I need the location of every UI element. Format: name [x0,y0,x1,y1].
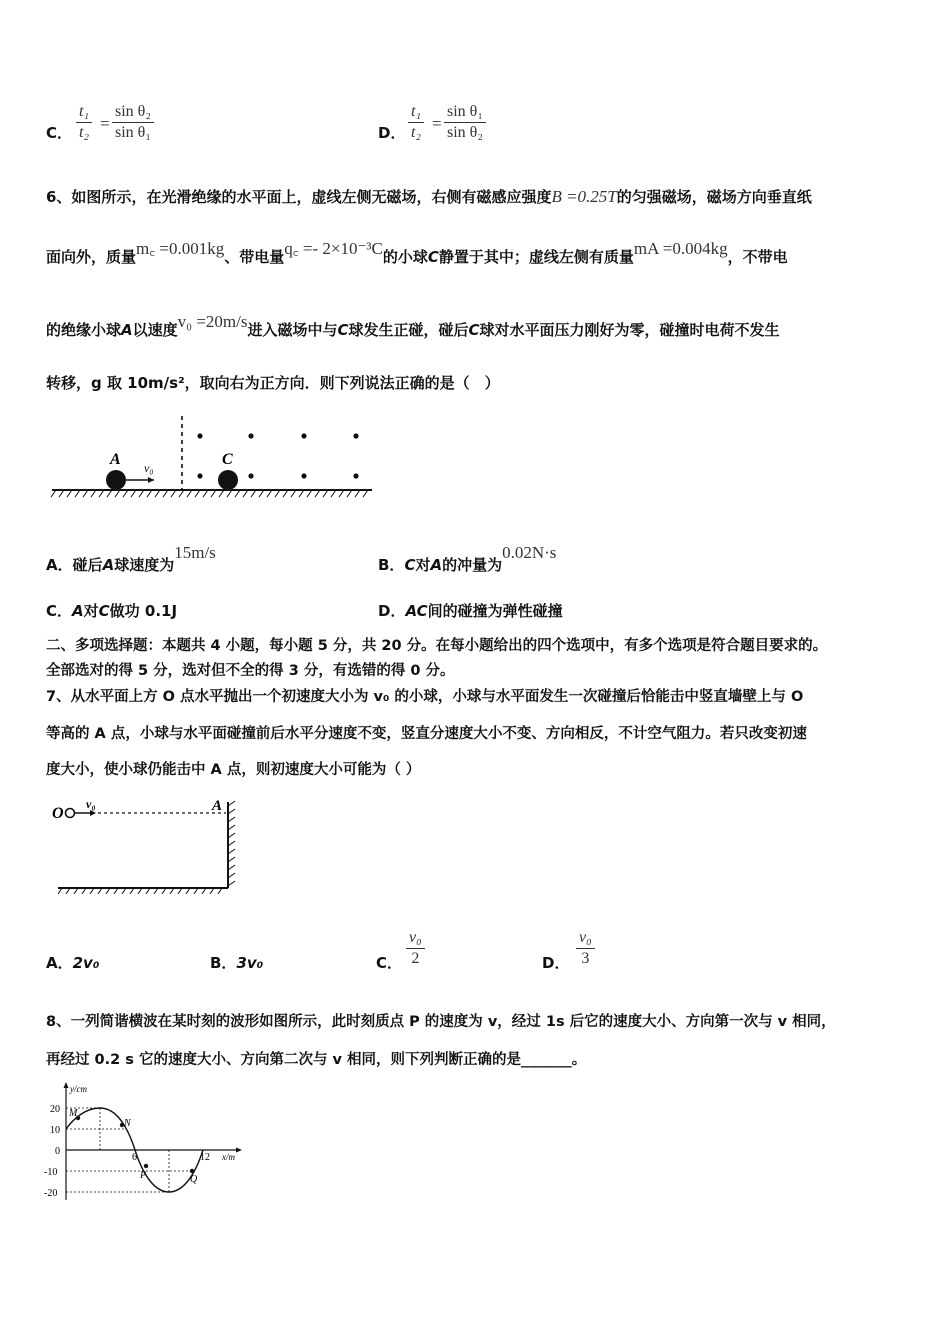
q7-figure-label-v0: v₀ [86,797,96,811]
q6-option-b-text-1: 对 [415,556,431,574]
q6-field-strength: B =0.25T [551,187,617,206]
q6-line1-text-a: 6、如图所示，在光滑绝缘的水平面上，虚线左侧无磁场，右侧有磁感应强度 [46,188,552,206]
q6-line-3 [46,312,780,340]
q6-figure-label-a: A [110,451,121,468]
q7-line-1: 7、从水平面上方 O 点水平抛出一个初速度大小为 v₀ 的小球，小球与水平面发生一次碰撞后恰能击中竖直墙壁上与 O [46,689,804,705]
q7-figure [50,796,250,900]
q8-ytick-10: 10 [50,1125,60,1136]
q7-option-b [210,952,263,973]
q6-option-c-label: C． [46,602,73,620]
q6-option-b-text-2: 的冲量为 [442,556,503,574]
q5-d-right-den: sin θ₂ [447,124,483,141]
q5-d-right-num: sin θ₁ [444,102,486,123]
section2-instructions-line-2: 全部选对的得 5 分，选对但不全的得 3 分，有选错的得 0 分。 [46,663,455,679]
q6-option-b [378,543,557,575]
q6-line3-ball-c-2: C [468,321,480,339]
q7-option-b-label: B． [210,954,237,972]
q6-option-c-ball-c: C [98,602,110,620]
q7-option-a-label: A． [46,954,73,972]
q6-option-c [46,600,177,621]
q6-option-c-text-1: 对 [83,602,99,620]
q8-ytick-neg20: -20 [44,1188,58,1199]
q5-option-c-label: C． [46,124,73,142]
q6-line2-ball-c: C [427,248,439,266]
q8-xtick-12: 12 [200,1152,210,1163]
q8-xlabel: x/m [222,1152,235,1162]
q6-line3-ball-a: A [121,321,133,339]
q7-option-a-value: 2v₀ [72,954,100,972]
q7-wall-hatch [228,801,235,886]
q6-mass-c: m꜀ =0.001kg [136,239,225,258]
q6-option-b-ball-c: C [404,556,416,574]
q5-option-d-label: D． [378,124,406,142]
section2-instructions-line-1: 二、多项选择题：本题共 4 小题，每小题 5 分，共 20 分。在每小题给出的四个选项中，有多个选项是符合题目要求的。 [46,638,828,654]
q8-ylabel: y/cm [70,1084,87,1094]
q6-line3-ball-c: C [337,321,349,339]
q5-c-left-fraction [76,102,92,143]
q5-d-right-fraction [444,102,486,143]
q8-ytick-0: 0 [55,1146,60,1157]
q6-ground-hatch [51,490,368,497]
q6-line2-text-b: 、带电量 [224,248,285,266]
q7-ball [66,809,75,818]
q8-label-n: N [124,1118,131,1129]
q6-line3-text-a: 的绝缘小球 [46,321,122,339]
q6-option-a-ball: A [102,556,115,574]
q6-line-1 [46,186,812,207]
q7-option-d-num: v₀ [576,928,595,949]
q5-d-left-num: t₁ [408,102,424,123]
q5-d-left-den: t₂ [411,124,422,141]
q6-option-c-text-2: 做功 0.1J [109,602,178,620]
q6-option-a-value: 15m/s [174,543,216,562]
q8-label-q: Q [190,1174,198,1185]
q6-option-c-ball-a: A [72,602,84,620]
q6-line3-text-b: 以速度 [132,321,178,339]
q7-option-c-label: C． [376,954,403,972]
q6-line3-text-d: 球发生正碰，碰后 [348,321,469,339]
q8-label-p: P [140,1170,147,1181]
q6-option-d-balls: AC [405,602,428,620]
q6-line2-text-d: 静置于其中；虚线左侧有质量 [438,248,634,266]
q5-c-left-den: t₂ [79,124,90,141]
q7-option-b-value: 3v₀ [236,954,264,972]
q8-point-p [144,1164,148,1168]
q6-option-a-label: A．碰后 [46,556,103,574]
q6-option-b-label: B． [378,556,405,574]
q5-c-right-den: sin θ₁ [115,124,151,141]
q6-mass-a: mA =0.004kg [633,239,728,258]
q8-label-m: M [69,1108,78,1119]
q6-figure-label-v0: v₀ [144,461,154,475]
q5-d-left-fraction [408,102,424,143]
q7-option-c-num: v₀ [406,928,425,949]
q8-y-axis-arrow [64,1082,69,1088]
q5-d-equals: = [432,114,442,133]
q8-x-axis-arrow [236,1148,242,1153]
q7-option-c-den: 2 [411,950,420,967]
q6-option-d-label: D． [378,602,406,620]
q6-option-b-value: 0.02N·s [502,543,557,562]
q8-ytick-neg10: -10 [44,1167,58,1178]
q8-point-q [190,1169,194,1173]
q6-velocity-arrowhead [148,477,154,483]
q7-option-c-fraction [406,928,425,969]
q7-line-2: 等高的 A 点，小球与水平面碰撞前后水平分速度不变，竖直分速度大小不变、方向相反，不计空气阻力。若只改变初速 [46,726,807,742]
q6-line1-text-b: 的匀强磁场，磁场方向垂直纸 [616,188,812,206]
q8-wave-figure [42,1080,252,1204]
q7-figure-label-o: O [52,805,64,822]
q6-initial-velocity: v₀ =20m/s [177,312,248,331]
q6-ball-c [218,470,238,490]
q5-c-right-num: sin θ₂ [112,102,154,123]
q6-charge-c: q꜀ =- 2×10⁻³C [284,239,383,258]
q8-xtick-6: 6 [132,1152,137,1163]
q6-option-d [378,600,563,621]
q5-c-left-num: t₁ [76,102,92,123]
q6-line2-text-e: ，不带电 [727,248,788,266]
q5-c-equals: = [100,114,110,133]
q7-figure-label-a: A [212,798,223,814]
q6-ball-a [106,470,126,490]
q8-ytick-20: 20 [50,1104,60,1115]
q7-option-d-fraction [576,928,595,969]
q5-c-right-fraction [112,102,154,143]
q6-option-a-text: 球速度为 [114,556,175,574]
q6-line-2 [46,239,788,267]
q6-option-b-ball-a: A [430,556,443,574]
q6-line3-text-c: 进入磁场中与 [247,321,338,339]
q8-line-1: 8、一列简谐横波在某时刻的波形如图所示，此时刻质点 P 的速度为 v，经过 1s 后它的速度大小、方向第一次与 v 相同， [46,1014,836,1030]
q6-line2-text-a: 面向外，质量 [46,248,137,266]
q6-line-4: 转移，g 取 10m/s²，取向右为正方向．则下列说法正确的是（ ） [46,374,500,392]
q6-option-a [46,543,216,575]
q6-line2-text-c: 的小球 [382,248,428,266]
q6-figure [48,410,378,506]
q6-line3-text-e: 球对水平面压力刚好为零，碰撞时电荷不发生 [479,321,780,339]
q8-line-2: 再经过 0.2 s 它的速度大小、方向第二次与 v 相同，则下列判断正确的是_______。 [46,1052,587,1068]
q6-option-d-text: 间的碰撞为弹性碰撞 [427,602,563,620]
q7-line-3: 度大小，使小球仍能击中 A 点，则初速度大小可能为（ ） [46,762,421,778]
q7-option-d-label: D． [542,954,570,972]
q6-figure-label-c: C [222,451,233,468]
q7-option-d-den: 3 [581,950,590,967]
q7-option-a [46,952,99,973]
